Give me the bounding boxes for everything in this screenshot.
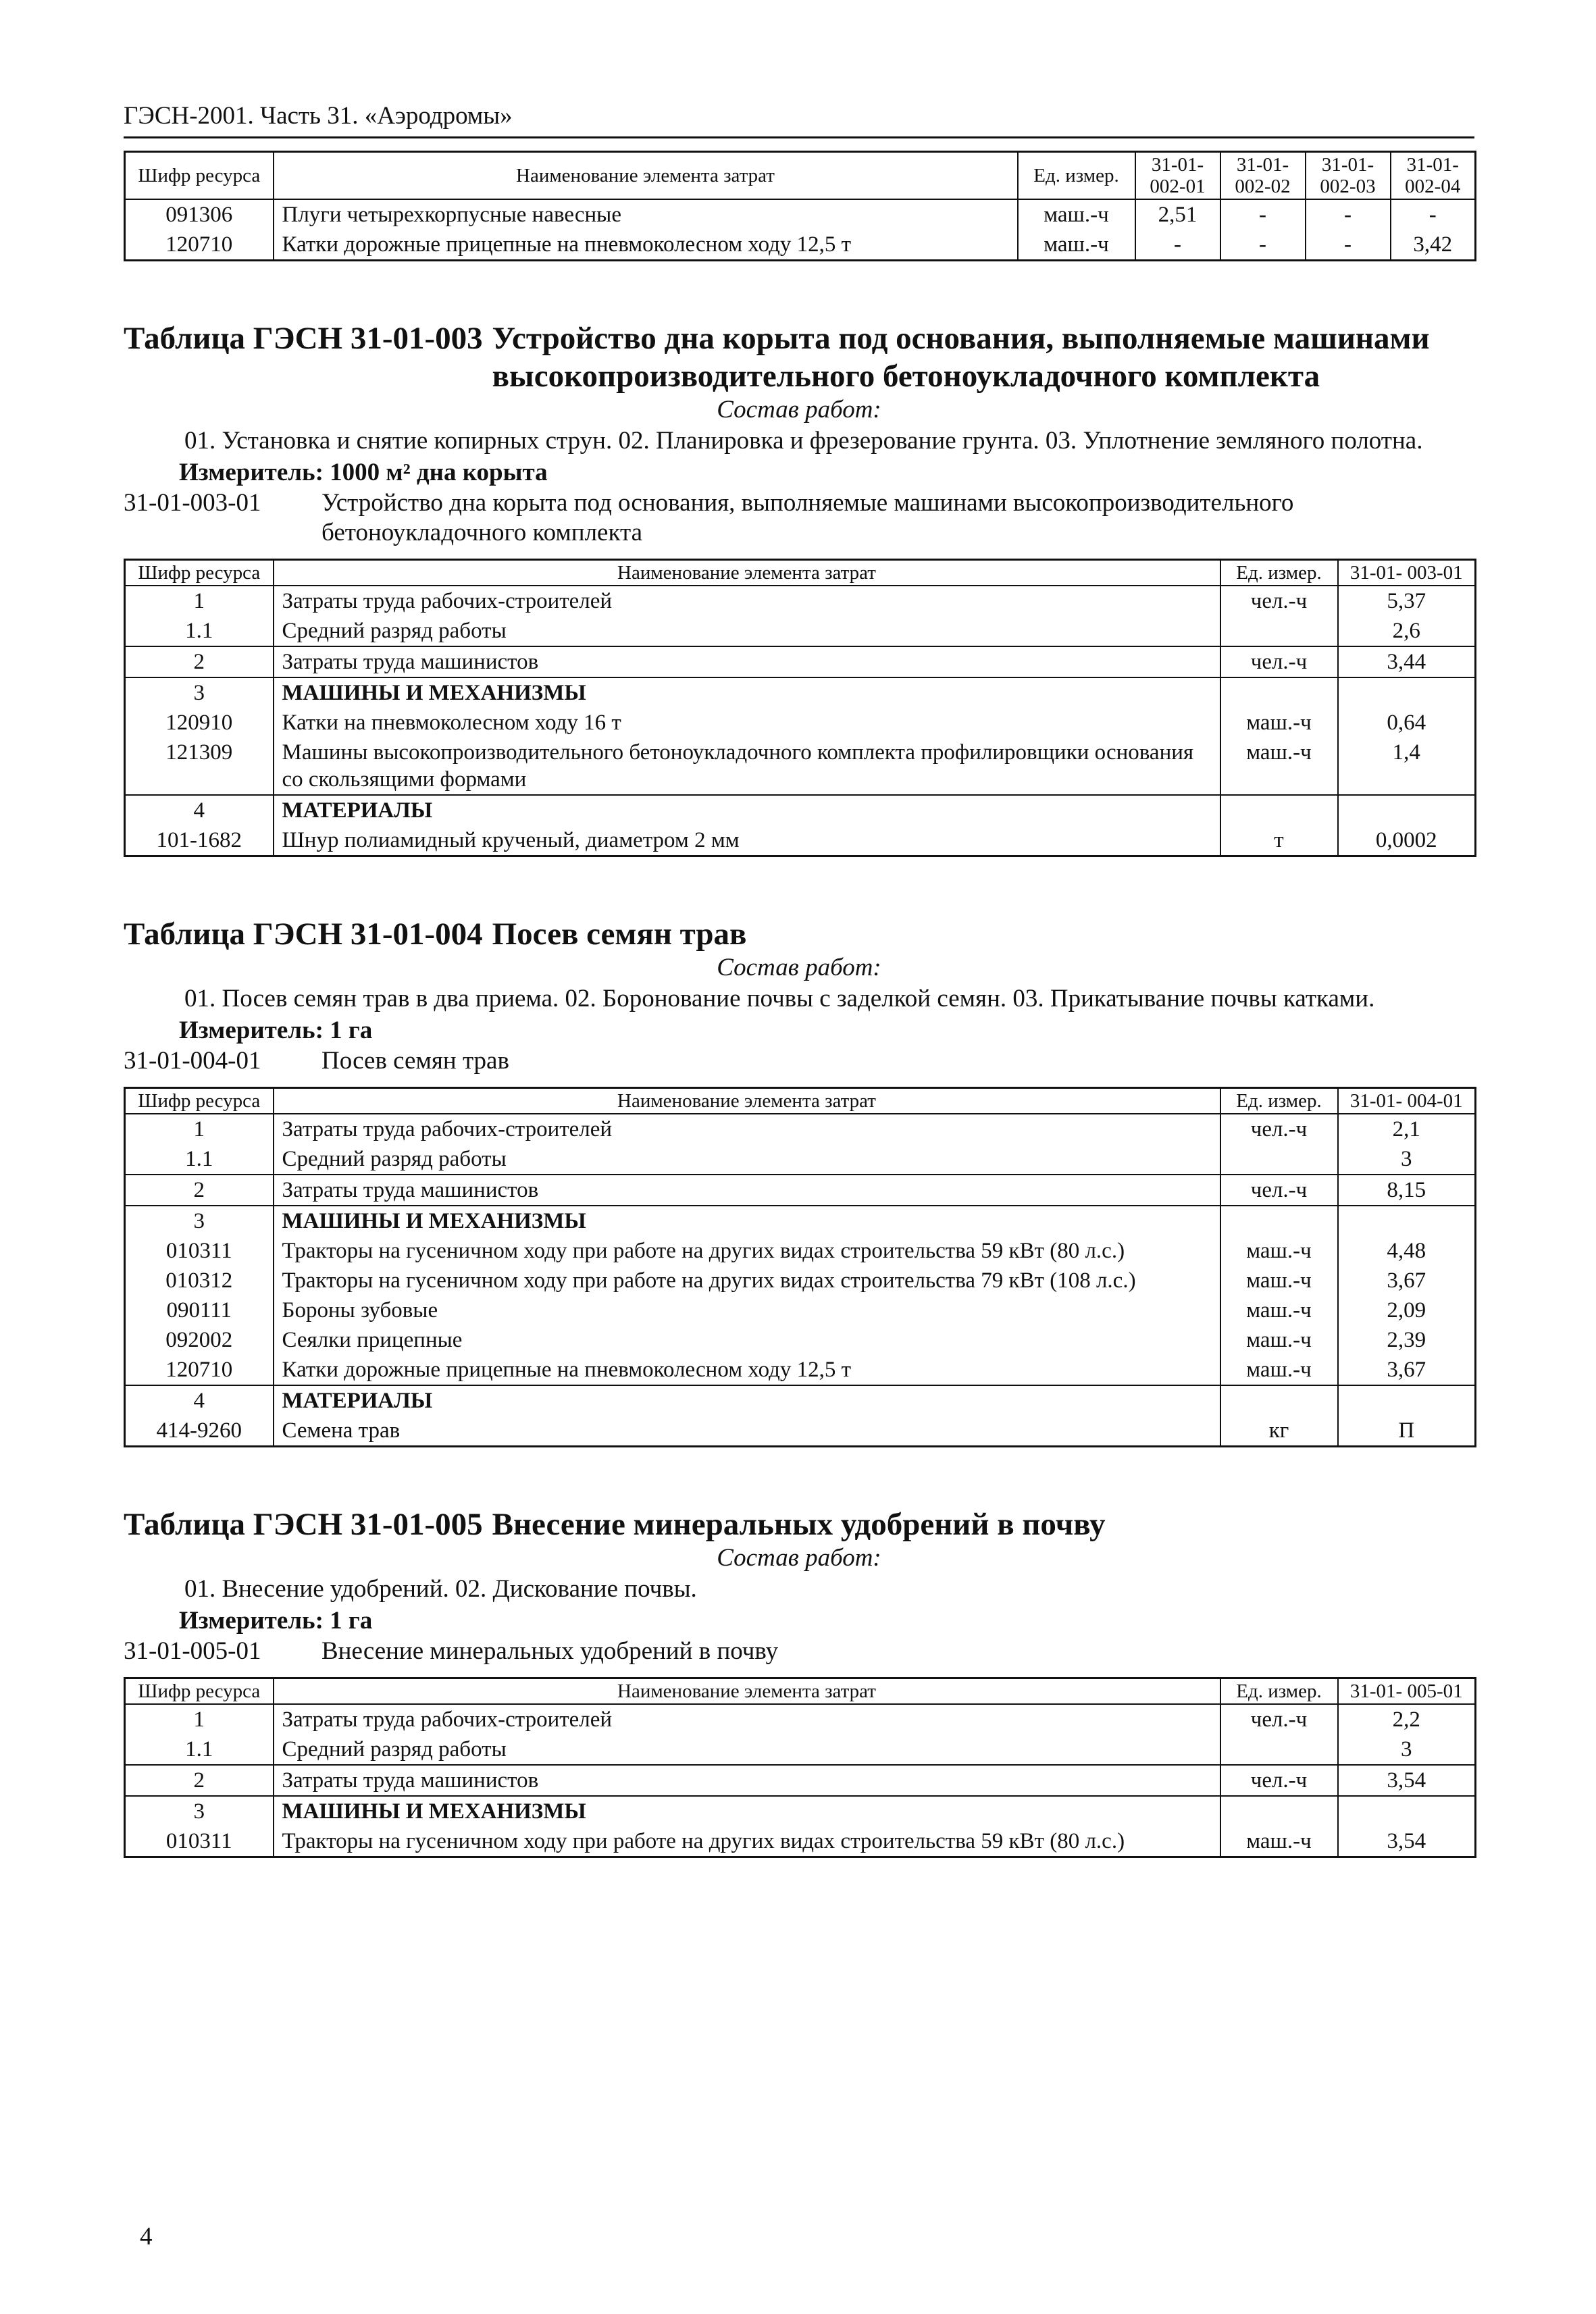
- column-header-code: Шифр ресурса: [125, 560, 274, 586]
- table-row: [125, 1114, 1476, 1144]
- table-row: [125, 1236, 1476, 1266]
- column-header-unit: Ед. измер.: [1018, 152, 1135, 200]
- works-list: 01. Внесение удобрений. 02. Дискование почвы.: [184, 1575, 697, 1603]
- row-unit: маш.-ч: [1220, 708, 1338, 738]
- norm-name: Устройство дна корыта под основания, выполняемые машинами высокопроизводительного бетоноукладочного комплекта: [321, 489, 1294, 546]
- row-unit: чел.-ч: [1220, 1704, 1338, 1734]
- row-unit: [1220, 1385, 1338, 1416]
- table-row: [125, 586, 1476, 616]
- row-value: 3,67: [1338, 1266, 1476, 1295]
- norm-table: [124, 1087, 1476, 1447]
- row-name: Затраты труда машинистов: [274, 1175, 1220, 1206]
- section-31-01-004: [124, 915, 1474, 1447]
- table-row: [125, 230, 1476, 261]
- table-row: [125, 1295, 1476, 1325]
- table-row: [125, 1765, 1476, 1796]
- row-code: 1.1: [125, 1734, 274, 1765]
- row-code: 090111: [125, 1295, 274, 1325]
- row-name: МАШИНЫ И МЕХАНИЗМЫ: [274, 677, 1220, 708]
- row-name: Затраты труда машинистов: [274, 646, 1220, 677]
- table-31-01-002-continuation: [124, 151, 1476, 261]
- row-unit: маш.-ч: [1220, 1236, 1338, 1266]
- row-unit: кг: [1220, 1416, 1338, 1447]
- column-header-name: Наименование элемента затрат: [274, 1678, 1220, 1705]
- row-name: Катки дорожные прицепные на пневмоколесном ходу 12,5 т: [274, 1355, 1220, 1385]
- row-value-002-03: -: [1306, 230, 1391, 261]
- row-code: 010311: [125, 1826, 274, 1857]
- row-name: Катки дорожные прицепные на пневмоколесном ходу 12,5 т: [274, 230, 1018, 261]
- column-header-name: Наименование элемента затрат: [274, 560, 1220, 586]
- table-row: [125, 1416, 1476, 1447]
- row-unit: маш.-ч: [1220, 1826, 1338, 1857]
- section-31-01-003: [124, 319, 1474, 857]
- norm-code: 31-01-003-01: [124, 489, 261, 517]
- row-value: [1338, 1796, 1476, 1826]
- column-header-value: 31-01- 003-01: [1338, 560, 1476, 586]
- row-code: 010312: [125, 1266, 274, 1295]
- row-code: 2: [125, 646, 274, 677]
- table-title-code: Таблица ГЭСН 31-01-005: [124, 1507, 483, 1542]
- row-code: 4: [125, 1385, 274, 1416]
- table-row: [125, 1355, 1476, 1385]
- table-row: [125, 1826, 1476, 1857]
- composition-label: Состав работ:: [717, 954, 881, 981]
- row-value: 1,4: [1338, 738, 1476, 795]
- row-value: [1338, 795, 1476, 825]
- row-unit: т: [1220, 825, 1338, 856]
- norm-name: Внесение минеральных удобрений в почву: [321, 1637, 779, 1665]
- row-code: 120710: [125, 230, 274, 261]
- table-row: [125, 1704, 1476, 1734]
- row-value: 8,15: [1338, 1175, 1476, 1206]
- row-unit: маш.-ч: [1220, 1295, 1338, 1325]
- column-header-name: Наименование элемента затрат: [274, 152, 1018, 200]
- row-name: Средний разряд работы: [274, 1734, 1220, 1765]
- row-name: Плуги четырехкорпусные навесные: [274, 199, 1018, 230]
- meter: Измеритель: 1000 м² дна корыта: [179, 459, 548, 486]
- row-unit: чел.-ч: [1220, 1175, 1338, 1206]
- table-row: [125, 646, 1476, 677]
- column-header-code: Шифр ресурса: [125, 152, 274, 200]
- row-name: Тракторы на гусеничном ходу при работе на других видах строительства 59 кВт (80 л.с.): [274, 1826, 1220, 1857]
- row-code: 101-1682: [125, 825, 274, 856]
- row-code: 3: [125, 1206, 274, 1236]
- column-header-002-04: 31-01- 002-04: [1391, 152, 1476, 200]
- norm-item: [124, 488, 1474, 548]
- row-unit: чел.-ч: [1220, 586, 1338, 616]
- row-name: МАТЕРИАЛЫ: [274, 795, 1220, 825]
- row-name: Затраты труда рабочих-строителей: [274, 1704, 1220, 1734]
- page: [124, 101, 1474, 1858]
- row-name: Тракторы на гусеничном ходу при работе на других видах строительства 79 кВт (108 л.с.): [274, 1266, 1220, 1295]
- row-unit: [1220, 1144, 1338, 1175]
- meter: Измеритель: 1 га: [179, 1017, 373, 1044]
- row-value-002-04: 3,42: [1391, 230, 1476, 261]
- column-header-002-02: 31-01- 002-02: [1220, 152, 1306, 200]
- row-unit: [1220, 1796, 1338, 1826]
- row-value: 3: [1338, 1144, 1476, 1175]
- norm-code: 31-01-004-01: [124, 1047, 261, 1075]
- running-header: ГЭСН-2001. Часть 31. «Аэродромы»: [124, 101, 1474, 138]
- table-row: [125, 1734, 1476, 1765]
- row-value: П: [1338, 1416, 1476, 1447]
- row-unit: маш.-ч: [1220, 1355, 1338, 1385]
- section-row: [125, 795, 1476, 825]
- table-title-text: Посев семян трав: [492, 917, 747, 952]
- row-value: 5,37: [1338, 586, 1476, 616]
- row-unit: [1220, 795, 1338, 825]
- row-code: 091306: [125, 199, 274, 230]
- row-unit: маш.-ч: [1220, 1266, 1338, 1295]
- table-row: [125, 1175, 1476, 1206]
- column-header-code: Шифр ресурса: [125, 1678, 274, 1705]
- row-value: [1338, 1206, 1476, 1236]
- table-row: [125, 825, 1476, 856]
- column-header-value: 31-01- 005-01: [1338, 1678, 1476, 1705]
- column-header-code: Шифр ресурса: [125, 1088, 274, 1114]
- row-code: 092002: [125, 1325, 274, 1355]
- row-name: Затраты труда машинистов: [274, 1765, 1220, 1796]
- row-name: Затраты труда рабочих-строителей: [274, 1114, 1220, 1144]
- row-value: 3,54: [1338, 1826, 1476, 1857]
- row-name: Средний разряд работы: [274, 616, 1220, 646]
- row-code: 1: [125, 586, 274, 616]
- table-row: [125, 738, 1476, 795]
- row-value: 2,39: [1338, 1325, 1476, 1355]
- column-header-unit: Ед. измер.: [1220, 1088, 1338, 1114]
- section-row: [125, 677, 1476, 708]
- row-unit: маш.-ч: [1220, 1325, 1338, 1355]
- row-unit: [1220, 1734, 1338, 1765]
- row-name: Затраты труда рабочих-строителей: [274, 586, 1220, 616]
- section-row: [125, 1385, 1476, 1416]
- row-code: 121309: [125, 738, 274, 795]
- row-code: 1: [125, 1114, 274, 1144]
- table-row: [125, 616, 1476, 646]
- table-row: [125, 1266, 1476, 1295]
- works-list: 01. Установка и снятие копирных струн. 02. Планировка и фрезерование грунта. 03. Уплотнение земляного полотна.: [184, 427, 1423, 455]
- row-value: 2,6: [1338, 616, 1476, 646]
- column-header-002-01: 31-01- 002-01: [1135, 152, 1220, 200]
- row-name: МАТЕРИАЛЫ: [274, 1385, 1220, 1416]
- composition-label: Состав работ:: [717, 396, 881, 423]
- meter: Измеритель: 1 га: [179, 1607, 373, 1635]
- row-code: 414-9260: [125, 1416, 274, 1447]
- norm-code: 31-01-005-01: [124, 1637, 261, 1665]
- row-unit: чел.-ч: [1220, 1765, 1338, 1796]
- row-value: 2,1: [1338, 1114, 1476, 1144]
- row-code: 1.1: [125, 616, 274, 646]
- row-value-002-01: -: [1135, 230, 1220, 261]
- norm-item: [124, 1637, 1474, 1666]
- row-value-002-02: -: [1220, 199, 1306, 230]
- table-row: [125, 1325, 1476, 1355]
- table-row: [125, 708, 1476, 738]
- norm-table: [124, 559, 1476, 857]
- norm-name: Посев семян трав: [321, 1047, 509, 1075]
- row-value: 3: [1338, 1734, 1476, 1765]
- row-value: 0,64: [1338, 708, 1476, 738]
- row-value: 3,54: [1338, 1765, 1476, 1796]
- row-code: 3: [125, 1796, 274, 1826]
- table-row: [125, 1144, 1476, 1175]
- row-name: Бороны зубовые: [274, 1295, 1220, 1325]
- row-name: Машины высокопроизводительного бетоноукладочного комплекта профилировщики основания со скользящими формами: [274, 738, 1220, 795]
- composition-label: Состав работ:: [717, 1544, 881, 1572]
- row-value-002-02: -: [1220, 230, 1306, 261]
- norm-table: [124, 1677, 1476, 1858]
- row-unit: [1220, 616, 1338, 646]
- row-name: Семена трав: [274, 1416, 1220, 1447]
- row-code: 1: [125, 1704, 274, 1734]
- row-value-002-03: -: [1306, 199, 1391, 230]
- works-list: 01. Посев семян трав в два приема. 02. Боронование почвы с заделкой семян. 03. Прикатывание почвы катками.: [184, 985, 1375, 1012]
- row-value: 2,2: [1338, 1704, 1476, 1734]
- row-code: 2: [125, 1175, 274, 1206]
- row-name: Шнур полиамидный крученый, диаметром 2 мм: [274, 825, 1220, 856]
- column-header-name: Наименование элемента затрат: [274, 1088, 1220, 1114]
- row-name: Катки на пневмоколесном ходу 16 т: [274, 708, 1220, 738]
- row-value: 4,48: [1338, 1236, 1476, 1266]
- row-unit: маш.-ч: [1018, 199, 1135, 230]
- row-name: Сеялки прицепные: [274, 1325, 1220, 1355]
- row-code: 3: [125, 677, 274, 708]
- row-value: 3,67: [1338, 1355, 1476, 1385]
- row-code: 120910: [125, 708, 274, 738]
- row-unit: маш.-ч: [1220, 738, 1338, 795]
- table-row: [125, 199, 1476, 230]
- table-title-code: Таблица ГЭСН 31-01-004: [124, 917, 483, 952]
- row-unit: маш.-ч: [1018, 230, 1135, 261]
- row-value: [1338, 677, 1476, 708]
- table-title-code: Таблица ГЭСН 31-01-003: [124, 321, 483, 356]
- row-name: Средний разряд работы: [274, 1144, 1220, 1175]
- section-row: [125, 1796, 1476, 1826]
- column-header-002-03: 31-01- 002-03: [1306, 152, 1391, 200]
- norm-item: [124, 1046, 1474, 1076]
- column-header-unit: Ед. измер.: [1220, 1678, 1338, 1705]
- table-title-text: Устройство дна корыта под основания, выполняемые машинами высокопроизводительного бетоноукладочного комплекта: [492, 321, 1430, 394]
- row-unit: [1220, 1206, 1338, 1236]
- row-code: 120710: [125, 1355, 274, 1385]
- row-value: 2,09: [1338, 1295, 1476, 1325]
- column-header-unit: Ед. измер.: [1220, 560, 1338, 586]
- section-31-01-005: [124, 1506, 1474, 1858]
- row-name: МАШИНЫ И МЕХАНИЗМЫ: [274, 1796, 1220, 1826]
- row-value: 3,44: [1338, 646, 1476, 677]
- row-value-002-04: -: [1391, 199, 1476, 230]
- row-name: Тракторы на гусеничном ходу при работе на других видах строительства 59 кВт (80 л.с.): [274, 1236, 1220, 1266]
- row-code: 010311: [125, 1236, 274, 1266]
- section-row: [125, 1206, 1476, 1236]
- column-header-value: 31-01- 004-01: [1338, 1088, 1476, 1114]
- row-value: [1338, 1385, 1476, 1416]
- page-number: 4: [140, 2223, 153, 2251]
- row-unit: [1220, 677, 1338, 708]
- row-code: 2: [125, 1765, 274, 1796]
- row-value-002-01: 2,51: [1135, 199, 1220, 230]
- row-value: 0,0002: [1338, 825, 1476, 856]
- table-title-text: Внесение минеральных удобрений в почву: [492, 1507, 1106, 1542]
- row-code: 1.1: [125, 1144, 274, 1175]
- row-code: 4: [125, 795, 274, 825]
- row-unit: чел.-ч: [1220, 646, 1338, 677]
- row-name: МАШИНЫ И МЕХАНИЗМЫ: [274, 1206, 1220, 1236]
- row-unit: чел.-ч: [1220, 1114, 1338, 1144]
